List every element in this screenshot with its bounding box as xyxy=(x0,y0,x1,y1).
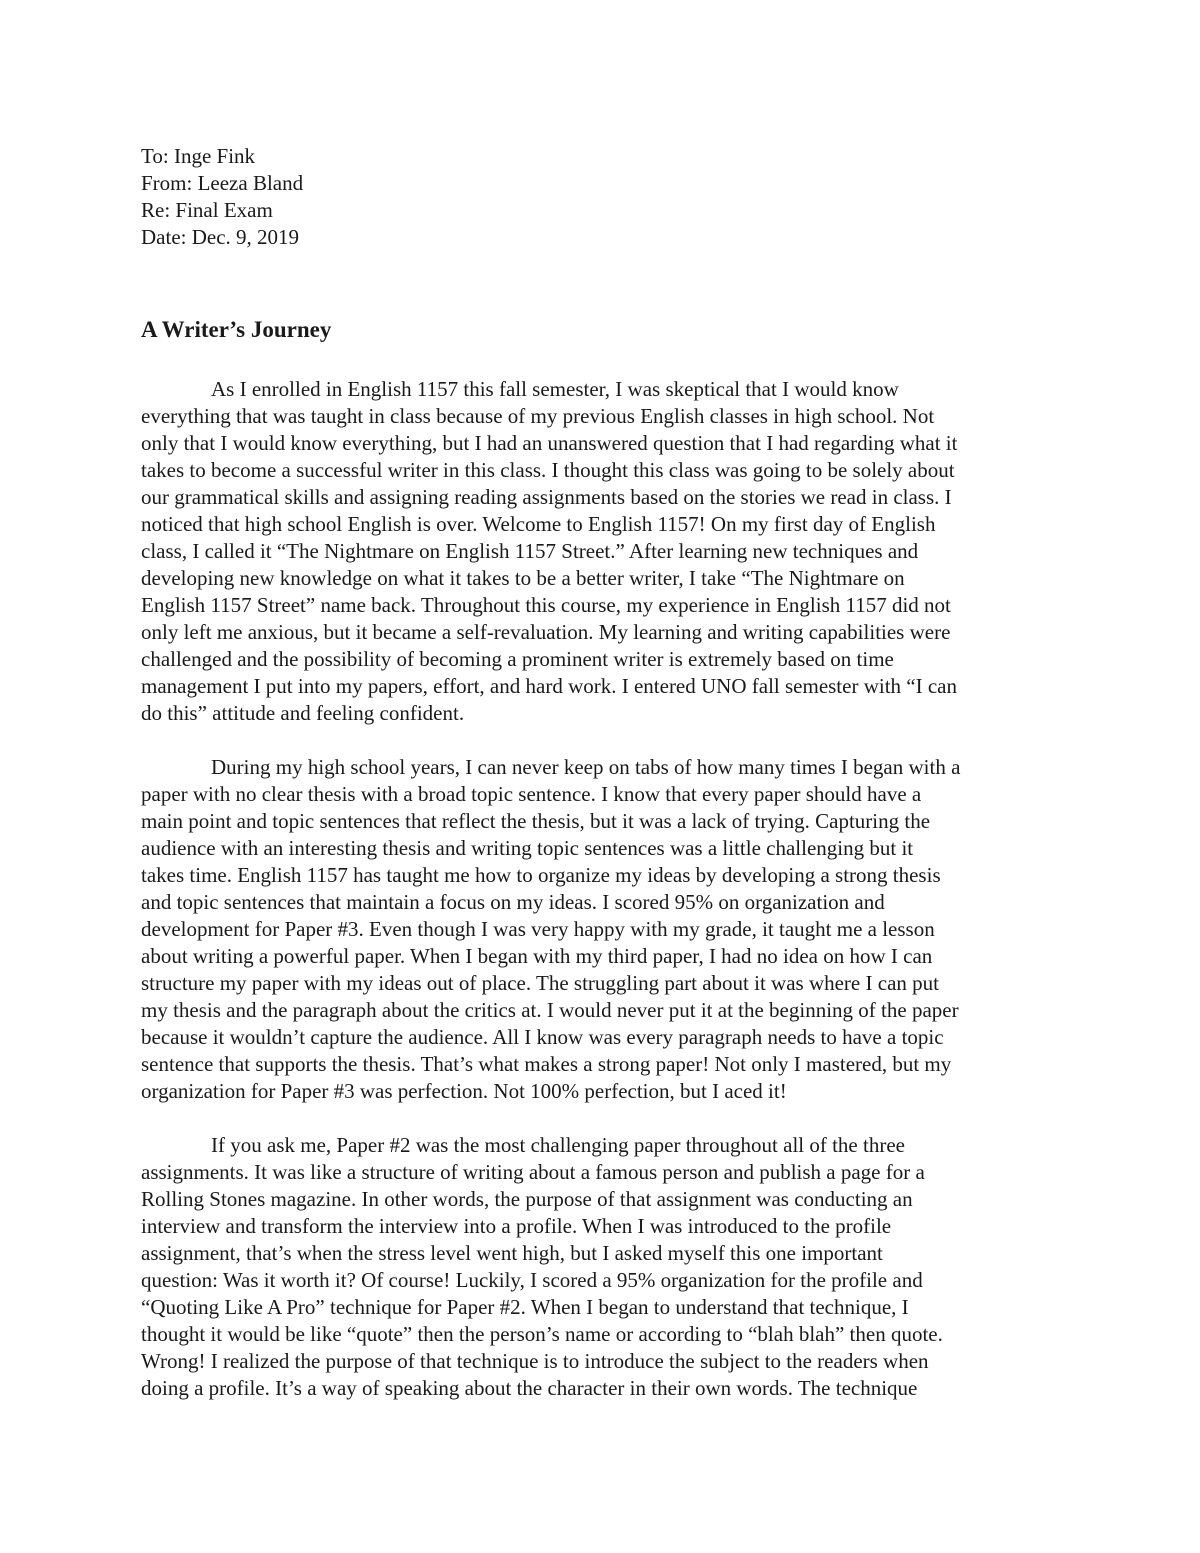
paragraph-line: English 1157 Street” name back. Throughout this course, my experience in English 1157 did not xyxy=(141,593,951,617)
paragraph-line: everything that was taught in class because of my previous English classes in high school. Not xyxy=(141,404,935,428)
paragraph-line: Rolling Stones magazine. In other words, the purpose of that assignment was conducting an xyxy=(141,1187,913,1211)
paragraph-line: takes to become a successful writer in this class. I thought this class was going to be solely about xyxy=(141,458,955,482)
paragraph-line: main point and topic sentences that reflect the thesis, but it was a lack of trying. Capturing the xyxy=(141,809,931,833)
paragraph-line: class, I called it “The Nightmare on English 1157 Street.” After learning new techniques and xyxy=(141,539,919,563)
memo-date: Date: Dec. 9, 2019 xyxy=(141,225,300,249)
memo-from: From: Leeza Bland xyxy=(141,171,304,195)
paragraph-line: because it wouldn’t capture the audience. All I know was every paragraph needs to have a topic xyxy=(141,1025,944,1049)
paragraph-line: assignment, that’s when the stress level went high, but I asked myself this one important xyxy=(141,1241,883,1265)
paragraph-line: our grammatical skills and assigning reading assignments based on the stories we read in class. I xyxy=(141,485,952,509)
memo-to: To: Inge Fink xyxy=(141,144,256,168)
paragraph-line: interview and transform the interview into a profile. When I was introduced to the profile xyxy=(141,1214,892,1238)
paragraph-line: doing a profile. It’s a way of speaking about the character in their own words. The technique xyxy=(141,1376,918,1400)
paragraph-line: “Quoting Like A Pro” technique for Paper #2. When I began to understand that technique, I xyxy=(141,1295,909,1319)
paragraph-line: only that I would know everything, but I had an unanswered question that I had regarding what it xyxy=(141,431,958,455)
paragraph-line: about writing a powerful paper. When I began with my third paper, I had no idea on how I can xyxy=(141,944,933,968)
paragraph-line: During my high school years, I can never keep on tabs of how many times I began with a xyxy=(211,755,961,779)
paragraph-line: management I put into my papers, effort, and hard work. I entered UNO fall semester with “I can xyxy=(141,674,957,698)
paragraph-line: and topic sentences that maintain a focus on my ideas. I scored 95% on organization and xyxy=(141,890,885,914)
document-title: A Writer’s Journey xyxy=(141,317,332,342)
paragraph xyxy=(141,1132,1061,1402)
paragraph-line: my thesis and the paragraph about the critics at. I would never put it at the beginning of the paper xyxy=(141,998,959,1022)
essay-body xyxy=(141,376,1061,1429)
paragraph-line: sentence that supports the thesis. That’s what makes a strong paper! Not only I mastered, but my xyxy=(141,1052,952,1076)
paragraph-line: paper with no clear thesis with a broad topic sentence. I know that every paper should have a xyxy=(141,782,922,806)
paragraph-line: audience with an interesting thesis and writing topic sentences was a little challenging but it xyxy=(141,836,914,860)
paragraph-line: only left me anxious, but it became a self-revaluation. My learning and writing capabilities were xyxy=(141,620,951,644)
paragraph-line: If you ask me, Paper #2 was the most challenging paper throughout all of the three xyxy=(211,1133,905,1157)
memo-header xyxy=(141,143,303,251)
paragraph-line: do this” attitude and feeling confident. xyxy=(141,701,465,725)
paragraph-line: question: Was it worth it? Of course! Luckily, I scored a 95% organization for the profile and xyxy=(141,1268,923,1292)
paragraph-line: structure my paper with my ideas out of place. The struggling part about it was where I can put xyxy=(141,971,939,995)
paragraph-line: developing new knowledge on what it takes to be a better writer, I take “The Nightmare on xyxy=(141,566,905,590)
paragraph-line: thought it would be like “quote” then the person’s name or according to “blah blah” then quote. xyxy=(141,1322,943,1346)
memo-re: Re: Final Exam xyxy=(141,198,273,222)
paragraph xyxy=(141,376,1061,727)
paragraph-line: takes time. English 1157 has taught me how to organize my ideas by developing a strong thesis xyxy=(141,863,941,887)
paragraph-line: As I enrolled in English 1157 this fall semester, I was skeptical that I would know xyxy=(211,377,899,401)
paragraph-line: noticed that high school English is over. Welcome to English 1157! On my first day of English xyxy=(141,512,936,536)
paragraph-line: assignments. It was like a structure of writing about a famous person and publish a page for a xyxy=(141,1160,925,1184)
paragraph-line: organization for Paper #3 was perfection. Not 100% perfection, but I aced it! xyxy=(141,1079,787,1103)
paragraph xyxy=(141,754,1061,1105)
paragraph-line: challenged and the possibility of becoming a prominent writer is extremely based on time xyxy=(141,647,894,671)
paragraph-line: development for Paper #3. Even though I was very happy with my grade, it taught me a lesson xyxy=(141,917,935,941)
paragraph-line: Wrong! I realized the purpose of that technique is to introduce the subject to the readers when xyxy=(141,1349,929,1373)
